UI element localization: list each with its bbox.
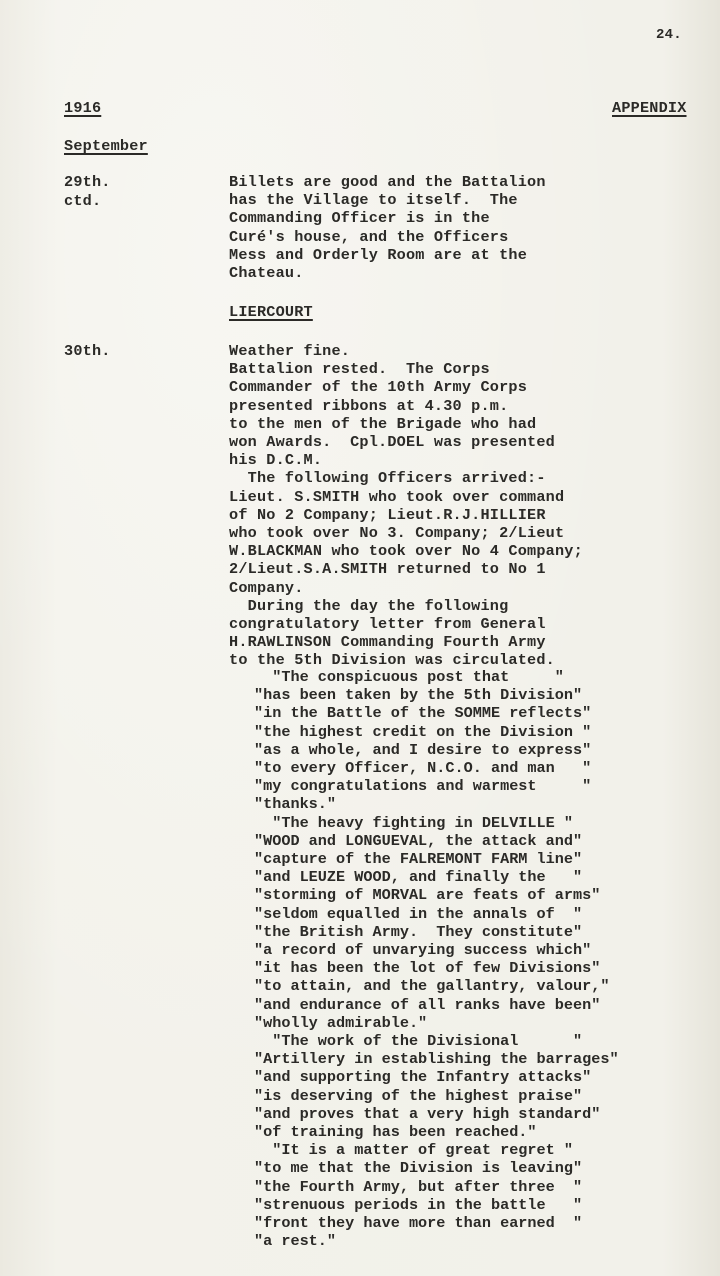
entry-29-text: Billets are good and the Battalion has the Village to itself. The Commanding Officer is in the Curé's house, and the Officers Mess and Orderly Room are at the Chateau. [229, 173, 546, 283]
place-heading: LIERCOURT [229, 303, 313, 321]
appendix-heading: APPENDIX [612, 99, 687, 117]
quoted-letter: "The conspicuous post that " "has been taken by the 5th Division" "in the Battle of the SOMME reflects" "the highest credit on the Division " "as a whole, and I desire to express" "to every Officer, N.C.O. and man " "my congratulations and warmest " "thanks." "The heavy fighting in DELVILLE " "WOOD and LONGUEVAL, the attack and" "capture of the FALREMONT FARM line" "and LEUZE WOOD, and finally the " "storming of MORVAL are feats of arms" "seldom equalled in the annals of " "the British Army. They constitute" "a record of unvarying success which" "it has been the lot of few Divisions" "to attain, and the gallantry, valour," "and endurance of all ranks have been" "wholly admirable." "The work of the Divisional " "Artillery in establishing the barrages" "and supporting the Infantry attacks" "is deserving of the highest praise" "and proves that a very high standard" "of training has been reached." "It is a matter of great regret " "to me that the Division is leaving" "the Fourth Army, but after three " "strenuous periods in the battle " "front they have more than earned " "a rest." [254, 668, 619, 1251]
entry-29-date: 29th. [64, 173, 111, 191]
month-heading: September [64, 137, 148, 155]
entry-30-date: 30th. [64, 342, 111, 360]
year-heading: 1916 [64, 99, 102, 117]
entry-29-date-continued: ctd. [64, 192, 102, 210]
page-number: 24. [656, 27, 682, 43]
entry-30-text: Weather fine. Battalion rested. The Corps Commander of the 10th Army Corps presented ribbons at 4.30 p.m. to the men of the Brigade who had won Awards. Cpl.DOEL was presented his D.C.M. The following Officers arrived:- Lieut. S.SMITH who took over command of No 2 Company; Lieut.R.J.HILLIER who took over No 3. Company; 2/Lieut W.BLACKMAN who took over No 4 Company; 2/Lieut.S.A.SMITH returned to No 1 Company. During the day the following congratulatory letter from General H.RAWLINSON Commanding Fourth Army to the 5th Division was circulated. [229, 342, 583, 670]
